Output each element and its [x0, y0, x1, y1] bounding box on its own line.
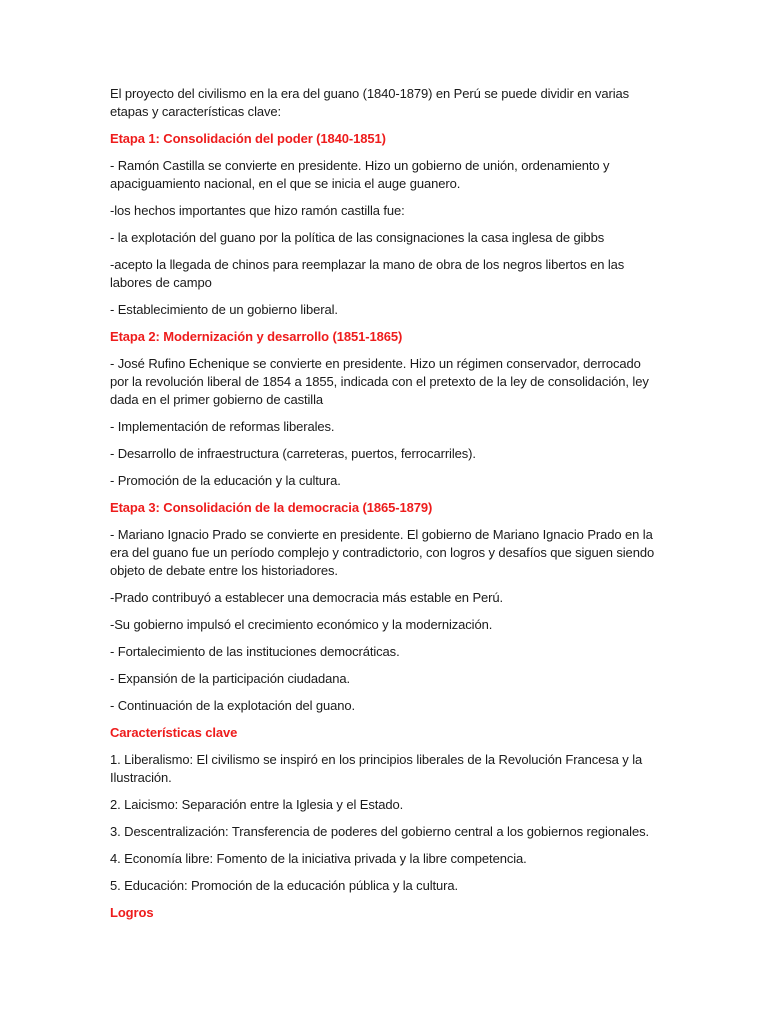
section-heading-etapa-1: Etapa 1: Consolidación del poder (1840-1851): [110, 131, 386, 146]
paragraph-continuacion-guano: - Continuación de la explotación del guano.: [110, 698, 356, 713]
list-item-liberalismo: 1. Liberalismo: El civilismo se inspiró en los principios liberales de la Revolución Francesa y la Ilustración.: [110, 752, 643, 785]
paragraph-educacion-cultura: - Promoción de la educación y la cultura.: [110, 473, 341, 488]
list-item-economia-libre: 4. Economía libre: Fomento de la iniciativa privada y la libre competencia.: [110, 851, 527, 866]
paragraph-prado: - Mariano Ignacio Prado se convierte en presidente. El gobierno de Mariano Ignacio Prado en la era del guano fue un período complejo y contradictorio, con logros y desafíos que siguen siendo objeto de debate entre los historiadores.: [110, 527, 655, 578]
intro-paragraph: El proyecto del civilismo en la era del guano (1840-1879) en Perú se puede dividir en varias etapas y características clave:: [110, 86, 630, 119]
section-heading-logros: Logros: [110, 905, 154, 920]
paragraph-instituciones: - Fortalecimiento de las instituciones democráticas.: [110, 644, 400, 659]
list-item-laicismo: 2. Laicismo: Separación entre la Iglesia y el Estado.: [110, 797, 404, 812]
paragraph-crecimiento-economico: -Su gobierno impulsó el crecimiento económico y la modernización.: [110, 617, 493, 632]
list-item-descentralizacion: 3. Descentralización: Transferencia de poderes del gobierno central a los gobiernos regionales.: [110, 824, 649, 839]
list-item-educacion: 5. Educación: Promoción de la educación pública y la cultura.: [110, 878, 458, 893]
section-heading-etapa-3: Etapa 3: Consolidación de la democracia (1865-1879): [110, 500, 433, 515]
paragraph-gobierno-liberal: - Establecimiento de un gobierno liberal.: [110, 302, 338, 317]
section-heading-etapa-2: Etapa 2: Modernización y desarrollo (1851-1865): [110, 329, 403, 344]
section-heading-caracteristicas: Características clave: [110, 725, 238, 740]
paragraph-reformas-liberales: - Implementación de reformas liberales.: [110, 419, 335, 434]
paragraph-echenique: - José Rufino Echenique se convierte en presidente. Hizo un régimen conservador, derrocado por la revolución liberal de 1854 a 1855, indicada con el pretexto de la ley de consolidación, ley dada en el primer gobierno de castilla: [110, 356, 649, 407]
paragraph-hechos-castilla: -los hechos importantes que hizo ramón castilla fue:: [110, 203, 405, 218]
paragraph-explotacion-guano: - la explotación del guano por la política de las consignaciones la casa inglesa de gibbs: [110, 230, 605, 245]
paragraph-infraestructura: - Desarrollo de infraestructura (carreteras, puertos, ferrocarriles).: [110, 446, 476, 461]
paragraph-castilla-presidente: - Ramón Castilla se convierte en presidente. Hizo un gobierno de unión, ordenamiento y apaciguamiento nacional, en el que se inicia el auge guanero.: [110, 158, 610, 191]
paragraph-llegada-chinos: -acepto la llegada de chinos para reemplazar la mano de obra de los negros libertos en las labores de campo: [110, 257, 625, 290]
paragraph-participacion: - Expansión de la participación ciudadana.: [110, 671, 351, 686]
paragraph-democracia-estable: -Prado contribuyó a establecer una democracia más estable en Perú.: [110, 590, 504, 605]
document-body: [110, 85, 662, 931]
